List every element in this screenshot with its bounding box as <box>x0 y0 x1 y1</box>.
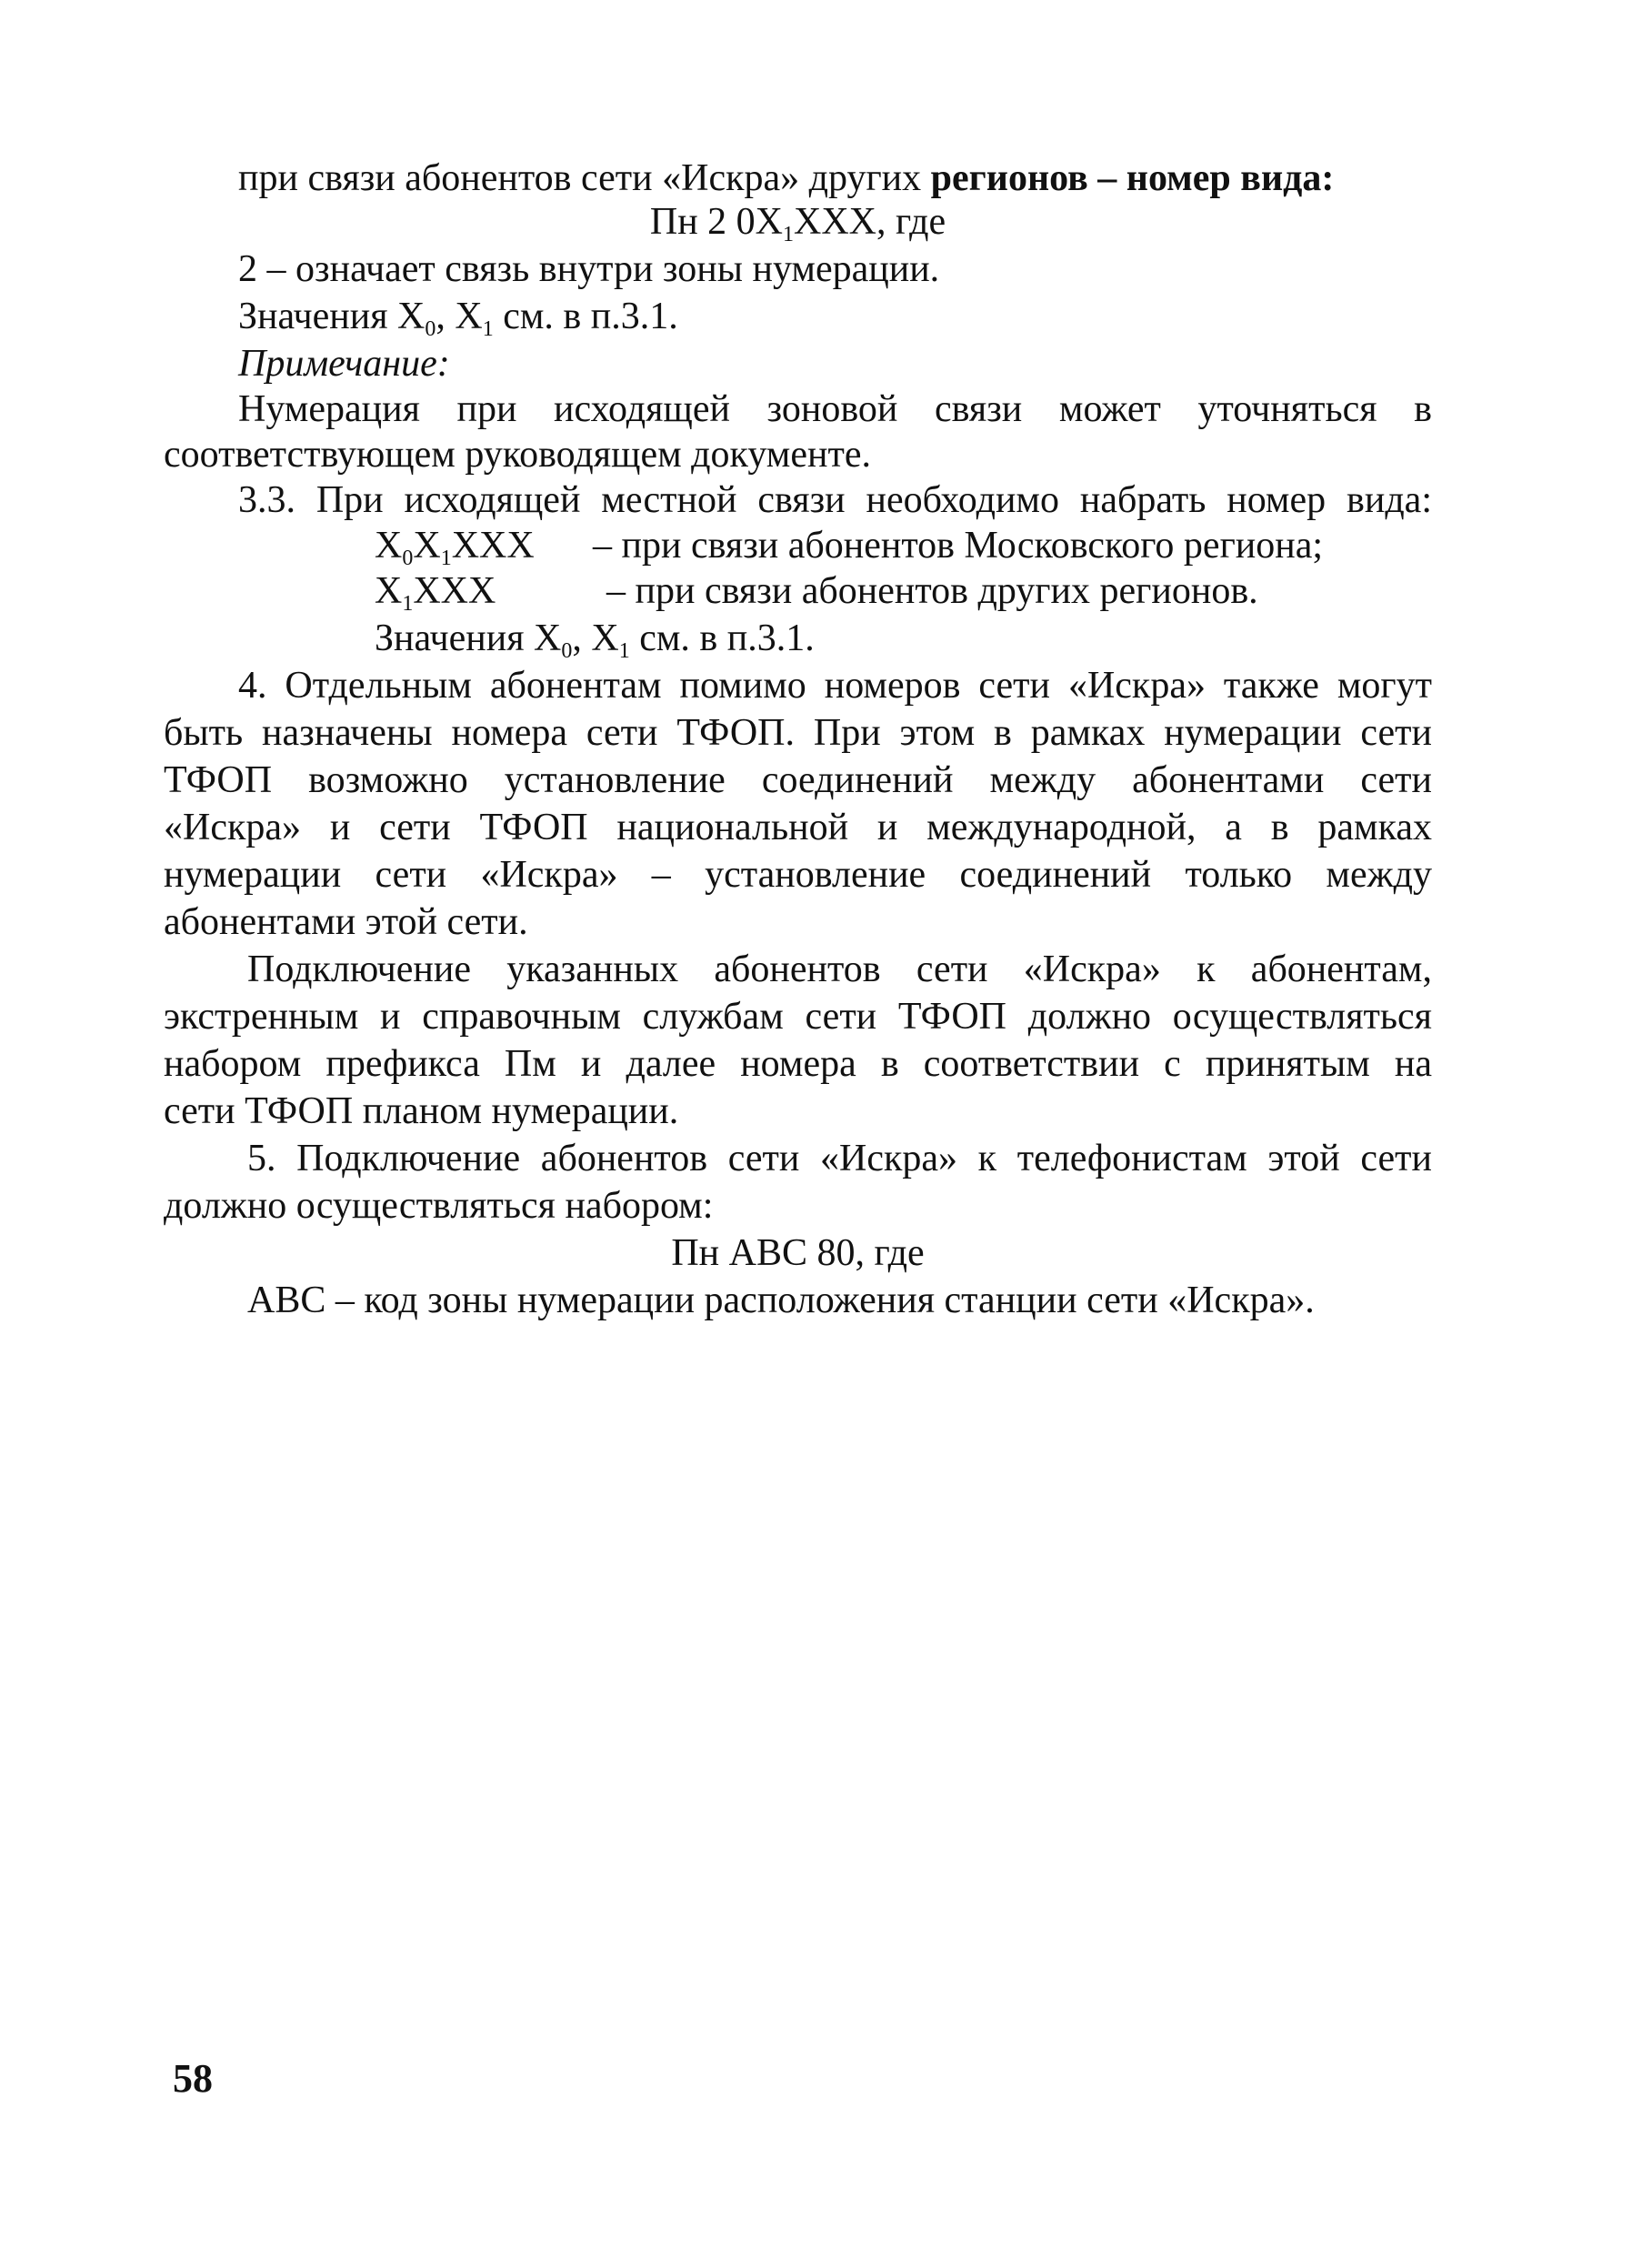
note-label: Примечание: <box>238 343 450 385</box>
formula-text: Пн 2 0Х <box>649 201 783 243</box>
paragraph-line: набором префикса Пм и далее номера в соответствии с принятым на <box>164 1043 1432 1085</box>
paragraph-line: абонентами этой сети. <box>164 901 528 943</box>
subscript: 1 <box>440 547 452 570</box>
numbering-code <box>375 567 606 615</box>
paragraph-line: Подключение указанных абонентов сети «Искра» к абонентам, <box>247 948 1432 990</box>
text-span: см. в п.3.1. <box>493 296 678 337</box>
numbering-row <box>375 567 1258 615</box>
paragraph-line: АВС – код зоны нумерации расположения станции сети «Искра». <box>247 1280 1315 1321</box>
section-heading-line: 3.3. При исходящей местной связи необходимо набрать номер вида: <box>238 479 1432 521</box>
paragraph-line: сети ТФОП планом нумерации. <box>164 1090 679 1132</box>
text-span: Значения Х <box>238 296 426 337</box>
numbering-description: – при связи абонентов Московского региона; <box>593 525 1324 567</box>
text-line <box>238 293 678 340</box>
formula-line: Пн АВС 80, где <box>671 1232 925 1274</box>
page-number: 58 <box>173 2056 213 2101</box>
code-text: Х <box>413 525 441 567</box>
numbering-code <box>375 522 593 569</box>
paragraph-line: 4. Отдельным абонентам помимо номеров сети «Искра» также могут <box>238 665 1432 707</box>
formula-text: ХХХ, где <box>794 201 946 243</box>
text-span-bold: регионов – номер вида: <box>930 157 1335 199</box>
paragraph-line: 5. Подключение абонентов сети «Искра» к телефонистам этой сети <box>247 1138 1432 1179</box>
text-span: , Х <box>436 296 483 337</box>
text-line <box>238 155 1334 202</box>
formula-subscript: 1 <box>783 223 794 246</box>
subscript: 0 <box>425 317 436 341</box>
paragraph-line: экстренным и справочным службам сети ТФОП должно осуществляться <box>164 996 1432 1038</box>
paragraph-line: нумерации сети «Искра» – установление соединений только между <box>164 854 1432 896</box>
subscript: 1 <box>482 317 494 341</box>
text-line: Нумерация при исходящей зоновой связи может уточняться в <box>238 388 1432 430</box>
paragraph-line: должно осуществляться набором: <box>164 1185 714 1227</box>
text-line: соответствующем руководящем документе. <box>164 434 871 476</box>
formula-line <box>164 198 1432 246</box>
numbering-description: – при связи абонентов других регионов. <box>606 570 1258 612</box>
paragraph-line: «Искра» и сети ТФОП национальной и международной, а в рамках <box>164 807 1432 848</box>
subscript: 1 <box>402 592 414 616</box>
text-span: см. в п.3.1. <box>629 617 815 659</box>
text-span: при связи абонентов сети «Искра» других <box>238 157 931 199</box>
subscript: 0 <box>561 639 573 663</box>
subscript: 0 <box>402 547 414 570</box>
paragraph-line: быть назначены номера сети ТФОП. При этом в рамках нумерации сети <box>164 712 1432 754</box>
numbering-row <box>375 522 1323 569</box>
text-span: , Х <box>572 617 619 659</box>
text-line <box>375 615 815 662</box>
text-span: Значения Х <box>375 617 562 659</box>
code-text: ХХХ <box>451 525 535 567</box>
code-text: Х <box>375 525 403 567</box>
text-line: 2 – означает связь внутри зоны нумерации. <box>238 248 940 290</box>
paragraph-line: ТФОП возможно установление соединений между абонентами сети <box>164 759 1432 801</box>
code-text: ХХХ <box>413 570 496 612</box>
subscript: 1 <box>618 639 630 663</box>
code-text: Х <box>375 570 403 612</box>
